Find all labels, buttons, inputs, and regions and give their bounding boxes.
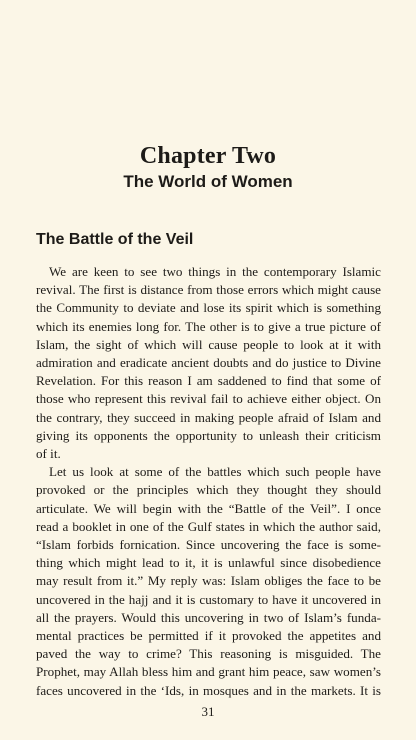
text-line: “Islam forbids fornication. Since uncovering the face is some-: [36, 537, 381, 553]
text-line: provoked or the principles which they thought they should: [36, 482, 381, 498]
text-line: thing which might lead to it, it is unlawful since disobedience: [36, 555, 381, 571]
text-line: articulate. We will begin with the “Battle of the Veil”. I once: [36, 500, 381, 516]
text-line: giving its opponents the opportunity to unleash their criticism: [36, 427, 381, 443]
text-line: may result from it.” My reply was: Islam obliges the face to be: [36, 573, 381, 589]
text-line: all the prayers. Would this uncovering in two of Islam’s funda-: [36, 609, 381, 625]
body-text: [36, 263, 381, 700]
text-line: Islam, the sight of which will cause people to look at it with: [36, 336, 381, 352]
text-line: paved the way to crime? This reasoning is misguided. The: [36, 646, 381, 662]
section-heading: The Battle of the Veil: [36, 231, 194, 248]
text-line: uncovered in the hajj and it is customary to have it uncovered in: [36, 591, 381, 607]
chapter-subtitle: The World of Women: [123, 172, 293, 191]
text-line: of it.: [36, 446, 61, 462]
text-line: admiration and eradicate ancient doubts and do justice to Divine: [36, 355, 381, 371]
paragraph-2: [36, 463, 381, 700]
chapter-title: Chapter Two: [139, 143, 277, 169]
text-line: Revelation. For this reason I am saddened to find that some of: [36, 373, 381, 389]
text-line: the contrary, they succeed in making people afraid of Islam and: [36, 409, 381, 425]
page-number: 31: [201, 704, 215, 719]
text-line: those who represent this revival fail to achieve either object. On: [36, 391, 381, 407]
text-line: Prophet, may Allah bless him and grant him peace, saw women’s: [36, 664, 381, 680]
text-line: Let us look at some of the battles which such people have: [49, 464, 381, 480]
text-line: revival. The first is distance from those errors which might cause: [36, 282, 381, 298]
text-line: faces uncovered in the ‘Ids, in mosques and in the markets. It is: [36, 682, 381, 698]
text-line: which its enemies long for. The other is to give a true picture of: [36, 318, 381, 334]
text-line: We are keen to see two things in the contemporary Islamic: [49, 264, 381, 279]
text-line: mental practices be permitted if it provoked the appetites and: [36, 628, 381, 644]
text-line: read a booklet in one of the Gulf states in which the author said,: [36, 518, 381, 534]
paragraph-1: [36, 263, 381, 463]
text-line: the Community to deviate and lose its spirit which is something: [36, 300, 381, 316]
